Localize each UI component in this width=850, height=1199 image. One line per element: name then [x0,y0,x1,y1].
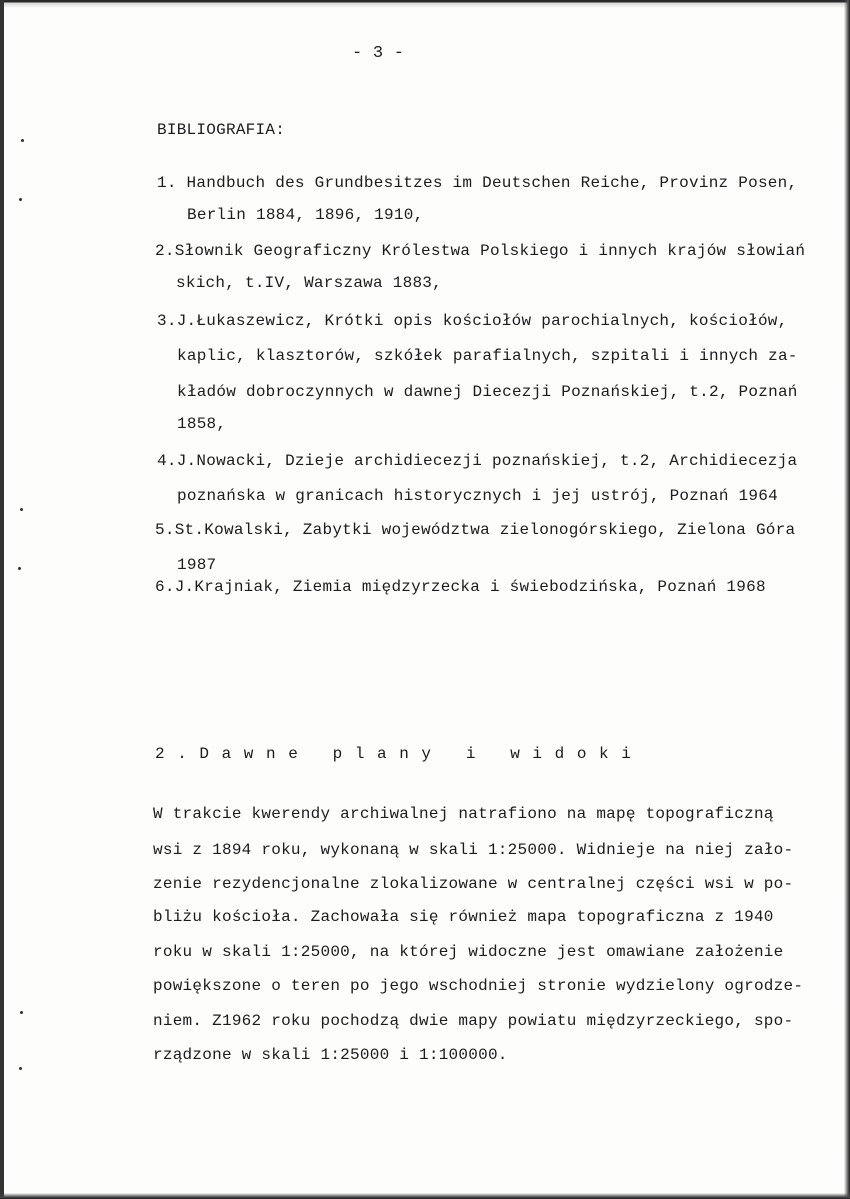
paragraph-line: zenie rezydencjonalne zlokalizowane w centralnej części wsi w po- [153,875,794,893]
scan-speck [19,198,22,201]
bibliography-line: 3.J.Łukaszewicz, Krótki opis kościołów parochialnych, kościołów, [157,312,788,330]
paragraph-line: wsi z 1894 roku, wykonaną w skali 1:25000. Widnieje na niej zało- [153,841,794,859]
paragraph-line: roku w skali 1:25000, na której widoczne jest omawiane założenie [153,943,784,961]
bibliography-heading: BIBLIOGRAFIA: [157,121,286,139]
scan-speck [20,1011,23,1014]
scan-speck [20,508,23,511]
scan-edge-right [844,0,850,1199]
bibliography-line: kaplic, klasztorów, szkółek parafialnych, szpitali i innych za- [177,347,798,365]
bibliography-line: 4.J.Nowacki, Dzieje archidiecezji poznańskiej, t.2, Archidiecezja [157,452,798,470]
paragraph-line: niem. Z1962 roku pochodzą dwie mapy powiatu międzyrzeckiego, spo- [153,1012,794,1030]
bibliography-line: kładów dobroczynnych w dawnej Diecezji Poznańskiej, t.2, Poznań [177,383,798,401]
paragraph-line: rządzone w skali 1:25000 i 1:100000. [153,1046,508,1064]
section-heading: 2.Dawne plany i widoki [155,745,644,763]
page-number: - 3 - [352,44,405,63]
scan-speck [21,139,24,142]
paragraph-line: W trakcie kwerendy archiwalnej natrafiono na mapę topograficzną [153,805,774,823]
scan-speck [18,567,21,570]
scan-speck [19,1067,22,1070]
bibliography-line: 1858, [177,415,227,433]
bibliography-line: Berlin 1884, 1896, 1910, [187,206,424,224]
bibliography-line: 6.J.Krajniak, Ziemia międzyrzecka i świebodzińska, Poznań 1968 [155,578,766,596]
bibliography-line: 1. Handbuch des Grundbesitzes im Deutschen Reiche, Provinz Posen, [157,174,798,192]
scan-edge-left [0,0,4,1199]
bibliography-line: 5.St.Kowalski, Zabytki województwa zielonogórskiego, Zielona Góra [155,521,796,539]
bibliography-line: 2.Słownik Geograficzny Królestwa Polskiego i innych krajów słowiań [155,242,806,260]
scan-edge-bottom [0,1193,850,1199]
scan-edge-top [0,0,850,8]
paragraph-line: powiększone o teren po jego wschodniej stronie wydzielony ogrodze- [153,977,804,995]
bibliography-line: poznańska w granicach historycznych i jej ustrój, Poznań 1964 [177,487,778,505]
paragraph-line: bliżu kościoła. Zachowała się również mapa topograficzna z 1940 [153,908,774,926]
bibliography-line: 1987 [177,556,217,574]
bibliography-line: skich, t.IV, Warszawa 1883, [176,274,442,292]
